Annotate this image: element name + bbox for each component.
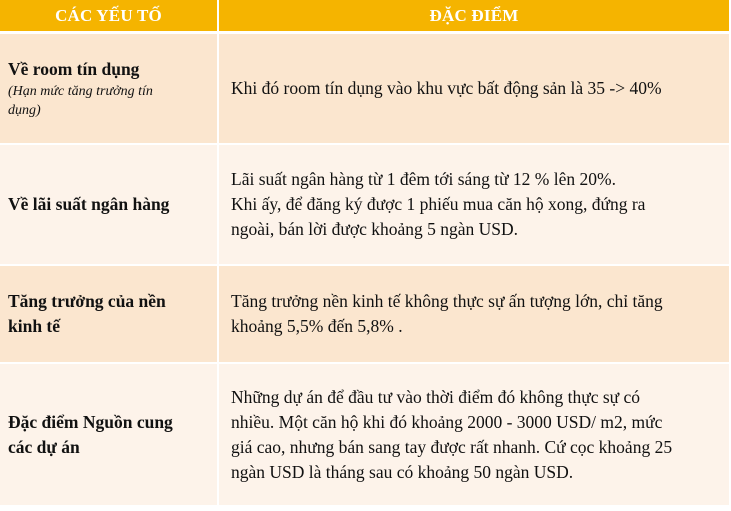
detail-line: khoảng 5,5% đến 5,8% . — [231, 316, 403, 336]
factor-note-line: (Hạn mức tăng trưởng tín — [8, 84, 153, 99]
header-characteristics — [219, 0, 731, 34]
row-supply-detail — [219, 364, 731, 507]
header-factors-label: CÁC YẾU TỐ — [55, 5, 162, 25]
detail-line: nhiều. Một căn hộ khi đó khoảng 2000 - 3000 USD/ m2, mức — [231, 411, 663, 432]
detail-line: Lãi suất ngân hàng từ 1 đêm tới sáng từ 12 % lên 20%. — [231, 169, 616, 189]
detail-line: ngoài, bán lời được khoảng 5 ngàn USD. — [231, 219, 519, 239]
detail-line: Khi đó room tín dụng vào khu vực bất động sản là 35 -> 40% — [231, 78, 662, 98]
factor-title-line: các dự án — [8, 436, 80, 457]
detail-line: Những dự án để đầu tư vào thời điểm đó không thực sự có — [231, 386, 641, 407]
row-interest-rate-factor — [0, 145, 219, 266]
factor-title: Về lãi suất ngân hàng — [8, 194, 170, 214]
factor-title: Về room tín dụng — [8, 59, 140, 79]
header-characteristics-label: ĐẶC ĐIỂM — [429, 5, 519, 25]
detail-line: Tăng trưởng nền kinh tế không thực sự ấn tượng lớn, chỉ tăng — [231, 291, 663, 311]
detail-line: giá cao, nhưng bán sang tay được rất nhanh. Cứ cọc khoảng 25 — [231, 436, 673, 457]
row-economic-growth-detail — [219, 266, 731, 364]
row-credit-room-detail — [219, 34, 731, 145]
header-factors — [0, 0, 219, 34]
factor-title-line: Đặc điểm Nguồn cung — [8, 411, 173, 432]
row-economic-growth-factor — [0, 266, 219, 364]
detail-line: Khi ấy, để đăng ký được 1 phiếu mua căn hộ xong, đứng ra — [231, 194, 646, 214]
row-credit-room-factor — [0, 34, 219, 145]
row-supply-factor — [0, 364, 219, 507]
factor-title-line: Tăng trưởng của nền — [8, 291, 166, 311]
factor-title-line: kinh tế — [8, 316, 61, 336]
detail-line: ngàn USD là tháng sau có khoảng 50 ngàn USD. — [231, 461, 574, 482]
factor-note-line: dụng) — [8, 103, 41, 118]
row-interest-rate-detail — [219, 145, 731, 266]
